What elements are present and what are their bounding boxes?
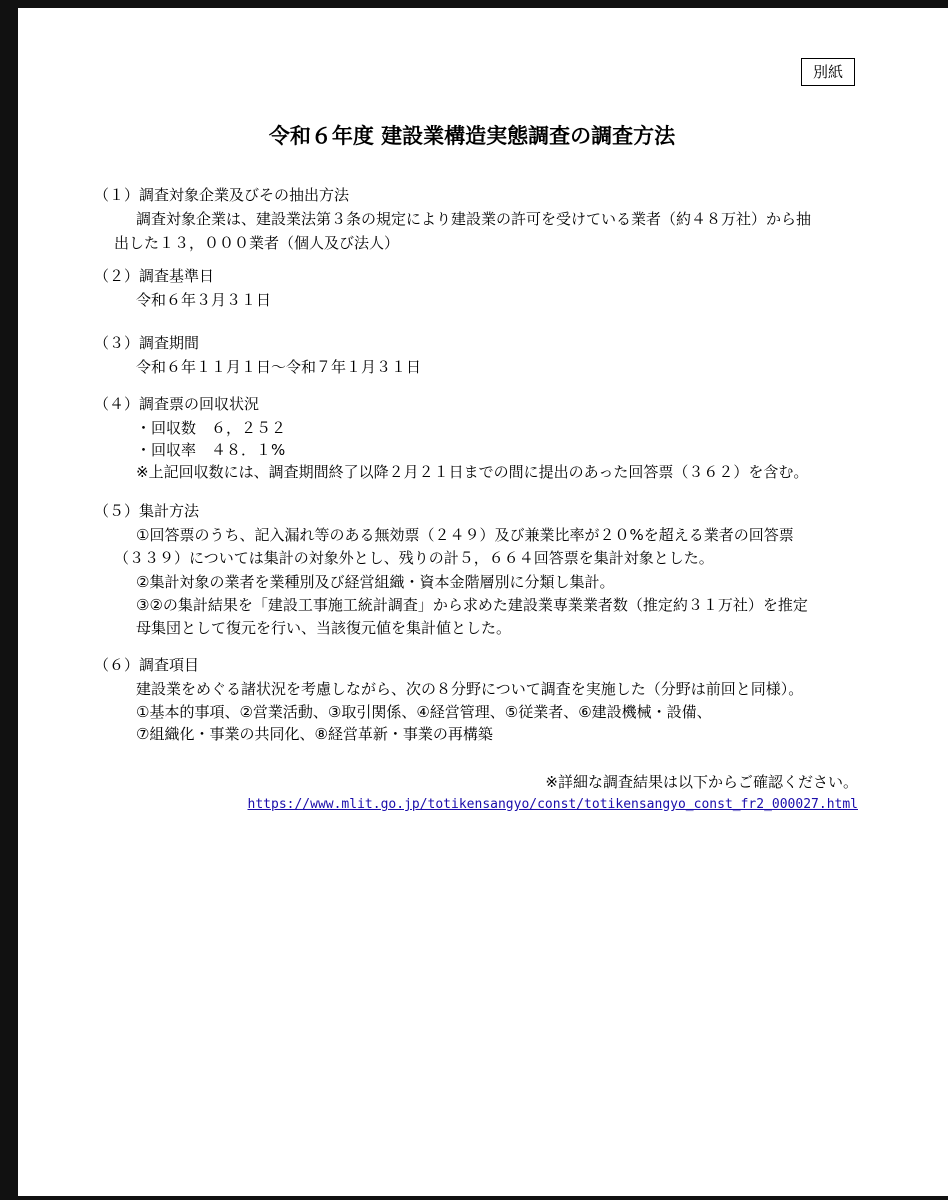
section-5-line-4: ③②の集計結果を「建設工事施工統計調査」から求めた建設業専業業者数（推定約３１万社）を推定 — [136, 596, 808, 614]
attachment-tag: 別紙 — [801, 58, 855, 86]
section-4-line-2: ・回収率 ４８．１% — [136, 441, 286, 459]
section-5-line-2: （３３９）については集計の対象外とし、残りの計５，６６４回答票を集計対象とした。 — [114, 549, 714, 567]
page-title: 令和６年度 建設業構造実態調査の調査方法 — [268, 124, 676, 148]
section-6-line-2: ①基本的事項、②営業活動、③取引関係、④経営管理、⑤従業者、⑥建設機械・設備、 — [136, 703, 712, 721]
section-5-line-5: 母集団として復元を行い、当該復元値を集計値とした。 — [136, 619, 512, 637]
section-heading-5: （５）集計方法 — [94, 502, 200, 520]
section-heading-4: （４）調査票の回収状況 — [94, 395, 260, 413]
section-heading-1: （１）調査対象企業及びその抽出方法 — [94, 186, 350, 204]
section-heading-6: （６）調査項目 — [94, 656, 200, 674]
details-note: ※詳細な調査結果は以下からご確認ください。 — [545, 773, 858, 791]
section-4-line-1: ・回収数 ６，２５２ — [136, 419, 287, 437]
section-5-line-3: ②集計対象の業者を業種別及び経営組織・資本金階層別に分類し集計。 — [136, 573, 615, 591]
section-3-line-1: 令和６年１１月１日～令和７年１月３１日 — [136, 358, 422, 376]
section-6-line-3: ⑦組織化・事業の共同化、⑧経営革新・事業の再構築 — [136, 725, 493, 743]
section-1-line-1: 調査対象企業は、建設業法第３条の規定により建設業の許可を受けている業者（約４８万社）から抽 — [136, 210, 812, 228]
section-6-line-1: 建設業をめぐる諸状況を考慮しながら、次の８分野について調査を実施した（分野は前回と同様）。 — [136, 680, 804, 698]
section-heading-3: （３）調査期間 — [94, 334, 200, 352]
section-4-line-3: ※上記回収数には、調査期間終了以降２月２１日までの間に提出のあった回答票（３６２）を含む。 — [136, 463, 809, 481]
section-2-line-1: 令和６年３月３１日 — [136, 291, 272, 309]
section-5-line-1: ①回答票のうち、記入漏れ等のある無効票（２４９）及び兼業比率が２０%を超える業者の回答票 — [136, 526, 794, 544]
section-1-line-2: 出した１３，０００業者（個人及び法人） — [114, 234, 400, 252]
details-link[interactable]: https://www.mlit.go.jp/totikensangyo/const/totikensangyo_const_fr2_000027.html — [247, 797, 858, 812]
document-page — [18, 8, 948, 1196]
section-heading-2: （２）調査基準日 — [94, 267, 215, 285]
